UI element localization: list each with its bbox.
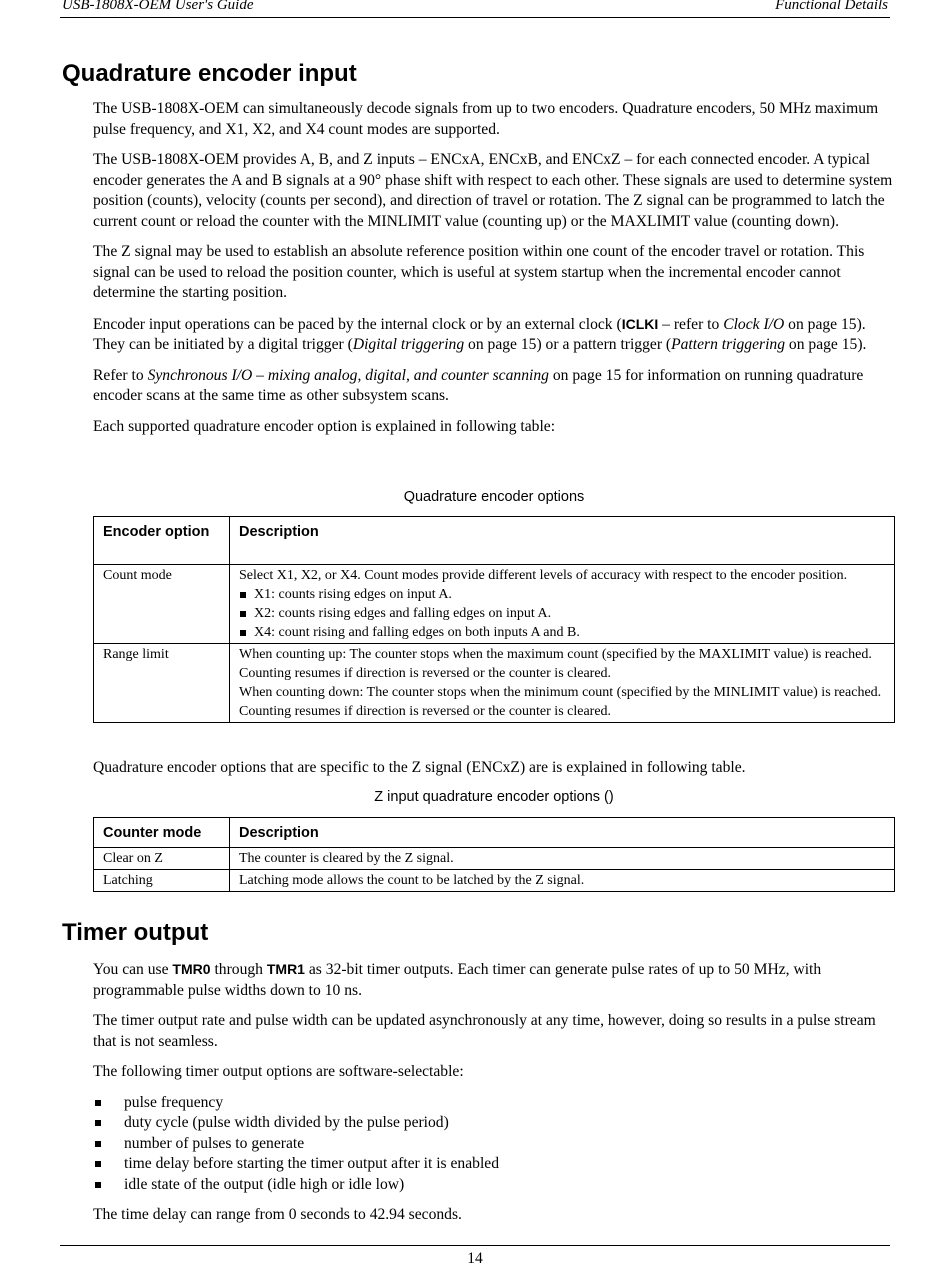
table-header-row xyxy=(94,818,895,848)
paragraph: The Z signal may be used to establish an absolute reference position within one count of the encoder travel or rotation. This signal can be used to reload the position counter, which is useful at system startup when the incremental encoder cannot determine the starting position. xyxy=(93,243,865,301)
bullet-list xyxy=(239,585,886,642)
cell-text: When counting up: The counter stops when the maximum count (specified by the MAXLIMIT value) is reached. Counting resumes if direction is reversed or the counter is cleared. xyxy=(239,647,872,681)
paragraph: The time delay can range from 0 seconds to 42.94 seconds. xyxy=(93,1206,462,1223)
timer-options-list xyxy=(93,1093,893,1196)
table-cell: Latching mode allows the count to be latched by the Z signal. xyxy=(230,870,895,892)
paragraph: You can use TMR0 through TMR1 as 32-bit timer outputs. Each timer can generate pulse rates of up to 50 MHz, with programmable pulse widths down to 10 ns. xyxy=(93,961,822,999)
list-item: X4: count rising and falling edges on both inputs A and B. xyxy=(239,623,886,642)
section-body-quadrature xyxy=(93,99,893,447)
signal-name: TMR1 xyxy=(266,961,305,977)
header-section: Functional Details xyxy=(775,0,888,13)
table-cell xyxy=(230,565,895,644)
paragraph: The USB-1808X-OEM can simultaneously decode signals from up to two encoders. Quadrature encoders, 50 MHz maximum pulse frequency, and X1, X2, and X4 count modes are supported. xyxy=(93,100,879,138)
list-item: time delay before starting the timer output after it is enabled xyxy=(93,1154,893,1175)
column-header: Encoder option xyxy=(94,517,230,565)
table-row xyxy=(94,870,895,892)
column-header: Description xyxy=(230,818,895,848)
list-item: number of pulses to generate xyxy=(93,1134,893,1155)
column-header: Counter mode xyxy=(94,818,230,848)
cross-reference-link[interactable]: Synchronous I/O – mixing analog, digital, and counter scanning xyxy=(147,366,549,384)
table-caption: Z input quadrature encoder options () xyxy=(374,789,614,805)
table-caption: Quadrature encoder options xyxy=(403,489,585,505)
paragraph: Quadrature encoder options that are specific to the Z signal (ENCxZ) are is explained in following table. xyxy=(93,759,746,776)
list-item: X1: counts rising edges on input A. xyxy=(239,585,886,604)
cell-text: When counting down: The counter stops when the minimum count (specified by the MINLIMIT value) is reached. Counting resumes if direction is reversed or the counter is cleared. xyxy=(239,685,882,719)
page-header xyxy=(60,0,890,18)
signal-name: TMR0 xyxy=(172,961,211,977)
section-body-z-intro xyxy=(93,758,893,789)
cell-text: Select X1, X2, or X4. Count modes provide different levels of accuracy with respect to the encoder position. xyxy=(239,568,848,583)
list-item: duty cycle (pulse width divided by the pulse period) xyxy=(93,1113,893,1134)
encoder-options-table xyxy=(93,516,895,723)
table-cell: Count mode xyxy=(94,565,230,644)
paragraph: The timer output rate and pulse width can be updated asynchronously at any time, however, doing so results in a pulse stream that is not seamless. xyxy=(93,1012,876,1050)
list-item: pulse frequency xyxy=(93,1093,893,1114)
table-row xyxy=(94,565,895,644)
list-item: X2: counts rising edges and falling edges on input A. xyxy=(239,604,886,623)
paragraph: The following timer output options are software-selectable: xyxy=(93,1063,464,1080)
paragraph: Refer to Synchronous I/O – mixing analog, digital, and counter scanning on page 15 for information on running quadrature encoder scans at the same time as other subsystem scans. xyxy=(93,366,864,404)
cross-reference-link[interactable]: Pattern triggering xyxy=(671,336,786,353)
cross-reference-link[interactable]: Clock I/O xyxy=(723,315,785,333)
paragraph: The USB-1808X-OEM provides A, B, and Z inputs – ENCxA, ENCxB, and ENCxZ – for each connected encoder. A typical encoder generates the A and B signals at a 90° phase shift with respect to each other. These signals are used to determine system position (counts), velocity (counts per second), and direction of travel or rotation. The Z signal can be programmed to latch the current count or reload the counter with the MINLIMIT value (counting up) or the MAXLIMIT value (counting down). xyxy=(93,151,893,230)
cross-reference-link[interactable]: Digital triggering xyxy=(352,336,465,353)
paragraph: Encoder input operations can be paced by the internal clock or by an external clock (ICLKI – refer to Clock I/O on page 15). They can be initiated by a digital trigger (Digital triggering on page 15) or a pattern trigger (Pattern triggering on page 15). xyxy=(93,315,867,353)
table-cell: Range limit xyxy=(94,644,230,723)
table-row xyxy=(94,644,895,723)
section-body-timer xyxy=(93,959,893,1236)
table-cell: The counter is cleared by the Z signal. xyxy=(230,848,895,870)
list-item: idle state of the output (idle high or idle low) xyxy=(93,1175,893,1196)
page-footer xyxy=(60,1245,890,1268)
section-heading-quadrature: Quadrature encoder input xyxy=(62,60,357,87)
signal-name: ICLKI xyxy=(621,315,659,332)
table-cell: Latching xyxy=(94,870,230,892)
z-input-options-table xyxy=(93,817,895,892)
table-row xyxy=(94,848,895,870)
header-title: USB-1808X-OEM User's Guide xyxy=(62,0,254,13)
paragraph: Each supported quadrature encoder option is explained in following table: xyxy=(93,417,556,435)
section-heading-timer: Timer output xyxy=(62,919,209,946)
table-header-row xyxy=(94,517,895,565)
table-cell xyxy=(230,644,895,723)
column-header: Description xyxy=(230,517,895,565)
table-cell: Clear on Z xyxy=(94,848,230,870)
page-number: 14 xyxy=(467,1250,483,1267)
